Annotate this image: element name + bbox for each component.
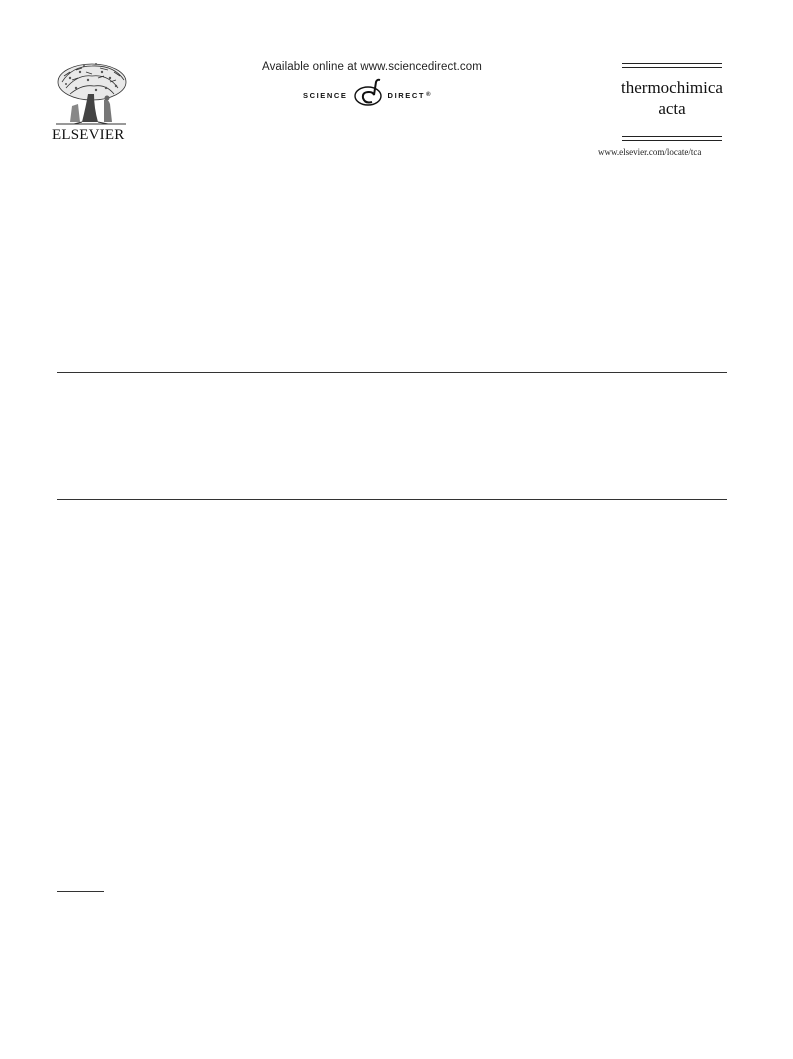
sciencedirect-logo — [303, 80, 431, 110]
journal-url[interactable]: www.elsevier.com/locate/tca — [598, 147, 702, 157]
journal-title-line2: acta — [658, 99, 686, 118]
masthead-rule-top-2 — [622, 67, 722, 68]
sciencedirect-word-left: SCIENCE — [303, 90, 348, 100]
journal-title-line1: thermochimica — [621, 78, 723, 97]
registered-mark: ® — [426, 92, 431, 98]
footnote-rule — [57, 891, 104, 892]
abstract-rule-bottom — [57, 499, 727, 500]
abstract-rule-top — [57, 372, 727, 373]
sciencedirect-d-icon — [351, 78, 385, 113]
availability-text[interactable]: Available online at www.sciencedirect.com — [262, 61, 482, 73]
sciencedirect-word-right: DIRECT — [387, 90, 426, 100]
masthead-rule-top — [622, 63, 722, 64]
publisher-name: ELSEVIER — [52, 127, 125, 143]
masthead-rule-bottom-2 — [622, 140, 722, 141]
masthead-rule-bottom — [622, 136, 722, 137]
